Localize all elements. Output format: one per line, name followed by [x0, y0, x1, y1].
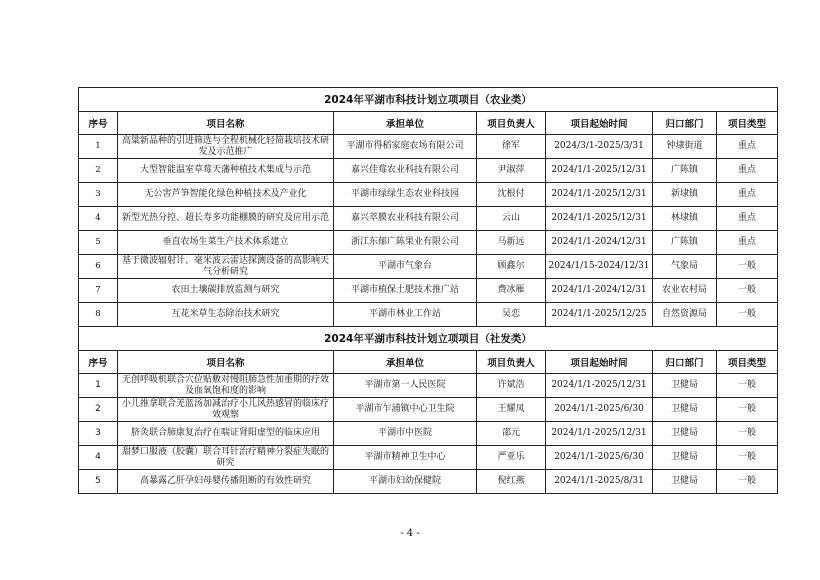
col-header-type: 项目类型 [717, 351, 778, 374]
col-header-index: 序号 [79, 351, 118, 374]
cell-leader: 马新远 [477, 231, 546, 255]
table-row [79, 398, 778, 422]
cell-unit: 平湖市绿绿生态农业科技园 [334, 183, 477, 207]
section1-title-row [79, 88, 778, 112]
col-header-type: 项目类型 [717, 112, 778, 135]
cell-type: 重点 [717, 231, 778, 255]
cell-type: 一般 [717, 422, 778, 446]
cell-unit: 平湖市植保土肥技术推广站 [334, 279, 477, 303]
cell-project-name: 高暴露乙肝孕妇母婴传播阻断的有效性研究 [118, 470, 334, 494]
section1-title: 2024年平湖市科技计划立项项目（农业类） [79, 88, 778, 112]
cell-unit: 嘉兴佳莓农业科技有限公司 [334, 159, 477, 183]
cell-type: 一般 [717, 398, 778, 422]
cell-project-name: 新型光热分控、超长寿多功能棚膜的研究及应用示范 [118, 207, 334, 231]
table-body [79, 88, 778, 494]
cell-row-index: 8 [79, 303, 118, 327]
col-header-leader: 项目负责人 [477, 351, 546, 374]
cell-unit: 平湖市精神卫生中心 [334, 446, 477, 470]
cell-project-name: 甜梦口服液（胶囊）联合耳针治疗精神分裂症失眠的研究 [118, 446, 334, 470]
table-row [79, 279, 778, 303]
col-header-dept: 归口部门 [653, 351, 717, 374]
cell-leader: 云山 [477, 207, 546, 231]
cell-unit: 平湖市得稻家庭农场有限公司 [334, 135, 477, 159]
cell-period: 2024/1/1-2025/12/31 [546, 183, 653, 207]
cell-leader: 许斌浩 [477, 374, 546, 398]
col-header-period: 项目起始时间 [546, 112, 653, 135]
cell-leader: 倪红燕 [477, 470, 546, 494]
cell-row-index: 5 [79, 231, 118, 255]
cell-type: 一般 [717, 470, 778, 494]
cell-unit: 平湖市林业工作站 [334, 303, 477, 327]
cell-project-name: 农田土壤碳排放监测与研究 [118, 279, 334, 303]
cell-row-index: 4 [79, 446, 118, 470]
cell-row-index: 3 [79, 183, 118, 207]
col-header-project-name: 项目名称 [118, 112, 334, 135]
cell-period: 2024/1/15-2024/12/31 [546, 255, 653, 279]
cell-project-name: 无公害芦笋智能化绿色种植技术及产业化 [118, 183, 334, 207]
table-row [79, 231, 778, 255]
col-header-leader: 项目负责人 [477, 112, 546, 135]
cell-dept: 广陈镇 [653, 159, 717, 183]
cell-row-index: 2 [79, 398, 118, 422]
cell-period: 2024/1/1-2025/12/31 [546, 422, 653, 446]
cell-project-name: 垂直农场生菜生产技术体系建立 [118, 231, 334, 255]
cell-unit: 平湖市妇幼保健院 [334, 470, 477, 494]
table-row [79, 303, 778, 327]
cell-row-index: 3 [79, 422, 118, 446]
cell-type: 一般 [717, 374, 778, 398]
cell-dept: 农业农村局 [653, 279, 717, 303]
col-header-dept: 归口部门 [653, 112, 717, 135]
cell-period: 2024/1/1-2024/12/31 [546, 231, 653, 255]
cell-project-name: 小儿推拿联合羌蓝汤加减治疗小儿风热感冒的临床疗效观察 [118, 398, 334, 422]
cell-leader: 王耀凤 [477, 398, 546, 422]
cell-type: 重点 [717, 135, 778, 159]
cell-project-name: 基于微波辐射计、毫米波云雷达探测设备的高影响天气分析研究 [118, 255, 334, 279]
cell-type: 重点 [717, 183, 778, 207]
table-row [79, 207, 778, 231]
cell-dept: 钟埭街道 [653, 135, 717, 159]
cell-unit: 平湖市气象台 [334, 255, 477, 279]
cell-project-name: 脐灸联合肺康复治疗在喘证肾阳虚型的临床应用 [118, 422, 334, 446]
cell-leader: 严亚乐 [477, 446, 546, 470]
cell-period: 2024/1/1-2025/12/31 [546, 207, 653, 231]
cell-type: 一般 [717, 255, 778, 279]
cell-row-index: 7 [79, 279, 118, 303]
cell-dept: 林埭镇 [653, 207, 717, 231]
cell-unit: 平湖市中医院 [334, 422, 477, 446]
cell-period: 2024/1/1-2025/12/25 [546, 303, 653, 327]
cell-dept: 卫健局 [653, 374, 717, 398]
cell-period: 2024/1/1-2024/12/31 [546, 279, 653, 303]
table-row [79, 183, 778, 207]
section2-header-row [79, 351, 778, 374]
cell-project-name: 大型智能温室草莓天藩种植技术集成与示范 [118, 159, 334, 183]
cell-project-name: 互花米草生态除治技术研究 [118, 303, 334, 327]
table-row [79, 446, 778, 470]
cell-unit: 浙江东郁广陈果业有限公司 [334, 231, 477, 255]
table-row [79, 255, 778, 279]
cell-leader: 沈根付 [477, 183, 546, 207]
cell-period: 2024/1/1-2025/8/31 [546, 470, 653, 494]
cell-row-index: 2 [79, 159, 118, 183]
cell-leader: 徐军 [477, 135, 546, 159]
cell-dept: 新埭镇 [653, 183, 717, 207]
section2-title: 2024年平湖市科技计划立项项目（社发类） [79, 327, 778, 351]
cell-type: 重点 [717, 207, 778, 231]
cell-dept: 卫健局 [653, 446, 717, 470]
cell-dept: 卫健局 [653, 422, 717, 446]
cell-period: 2024/1/1-2025/12/31 [546, 159, 653, 183]
cell-type: 一般 [717, 303, 778, 327]
cell-leader: 费冰雁 [477, 279, 546, 303]
cell-type: 一般 [717, 446, 778, 470]
cell-unit: 嘉兴萃膜农业科技有限公司 [334, 207, 477, 231]
cell-row-index: 1 [79, 374, 118, 398]
cell-leader: 邵元 [477, 422, 546, 446]
table-row [79, 374, 778, 398]
cell-period: 2024/1/1-2025/12/31 [546, 374, 653, 398]
col-header-unit: 承担单位 [334, 351, 477, 374]
cell-row-index: 1 [79, 135, 118, 159]
cell-unit: 平湖市第一人民医院 [334, 374, 477, 398]
col-header-period: 项目起始时间 [546, 351, 653, 374]
cell-dept: 自然资源局 [653, 303, 717, 327]
cell-row-index: 5 [79, 470, 118, 494]
cell-dept: 气象局 [653, 255, 717, 279]
cell-leader: 吴恋 [477, 303, 546, 327]
cell-project-name: 无创呼吸机联合穴位贴敷对慢阻肺急性加重期的疗效及血氧饱和度的影响 [118, 374, 334, 398]
cell-dept: 卫健局 [653, 470, 717, 494]
col-header-index: 序号 [79, 112, 118, 135]
cell-project-name: 高粱新品种的引进筛选与全程机械化轻简栽培技术研发及示范推广 [118, 135, 334, 159]
cell-leader: 尹淑萍 [477, 159, 546, 183]
cell-type: 一般 [717, 279, 778, 303]
cell-period: 2024/1/1-2025/6/30 [546, 398, 653, 422]
section1-header-row [79, 112, 778, 135]
cell-row-index: 4 [79, 207, 118, 231]
table-row [79, 135, 778, 159]
cell-row-index: 6 [79, 255, 118, 279]
cell-period: 2024/1/1-2025/6/30 [546, 446, 653, 470]
table-row [79, 159, 778, 183]
project-table [78, 87, 778, 494]
page-number: - 4 - [400, 528, 420, 539]
cell-type: 重点 [717, 159, 778, 183]
cell-period: 2024/3/1-2025/3/31 [546, 135, 653, 159]
table-row [79, 470, 778, 494]
col-header-unit: 承担单位 [334, 112, 477, 135]
col-header-project-name: 项目名称 [118, 351, 334, 374]
cell-leader: 顾鑫尔 [477, 255, 546, 279]
table-row [79, 422, 778, 446]
cell-dept: 广陈镇 [653, 231, 717, 255]
cell-unit: 平湖市乍浦镇中心卫生院 [334, 398, 477, 422]
section2-title-row [79, 327, 778, 351]
cell-dept: 卫健局 [653, 398, 717, 422]
